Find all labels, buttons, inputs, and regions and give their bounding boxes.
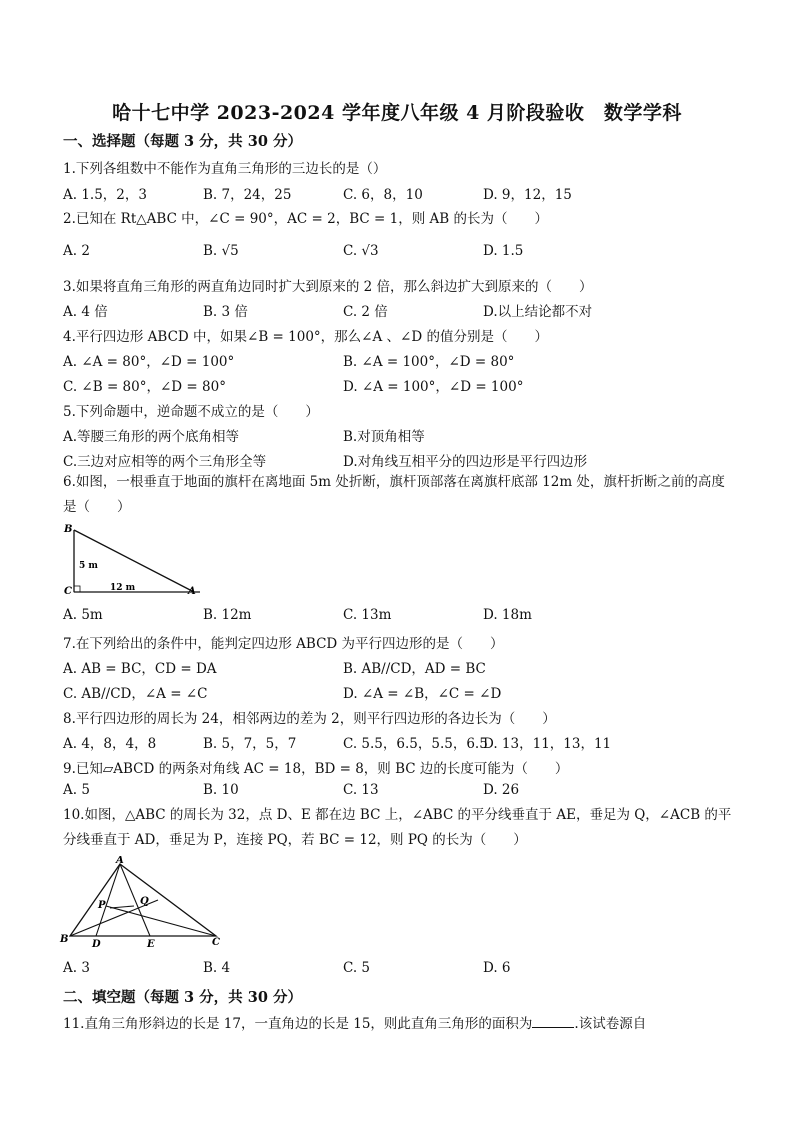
q6-option-c: C. 13m <box>343 607 392 623</box>
q8-option-c: C. 5.5，6.5，5.5，6.5 <box>343 736 488 752</box>
q11-text-before: 11.直角三角形斜边的长是 17，一直角边的长是 15，则此直角三角形的面积为 <box>63 1016 533 1032</box>
q9-option-d: D. 26 <box>483 782 520 798</box>
q5-option-b: B.对顶角相等 <box>343 429 425 445</box>
question-8-stem: 8.平行四边形的周长为 24，相邻两边的差为 2，则平行四边形的各边长为（ ） <box>63 711 556 727</box>
fig6-base-label: 12 m <box>110 583 136 593</box>
q2-option-c: C. √3 <box>343 243 379 259</box>
question-3-stem: 3.如果将直角三角形的两直角边同时扩大到原来的 2 倍，那么斜边扩大到原来的（ ） <box>63 279 593 295</box>
q1-option-c: C. 6，8，10 <box>343 187 423 203</box>
fig10-label-a: A <box>116 856 124 866</box>
section-choice-heading: 一、选择题（每题 3 分，共 30 分） <box>63 133 302 150</box>
fig10-label-d: D <box>92 939 101 950</box>
q10-option-a: A. 3 <box>63 960 90 976</box>
q2-option-a: A. 2 <box>63 243 90 259</box>
q7-option-b: B. AB//CD，AD = BC <box>343 661 486 677</box>
q9-option-a: A. 5 <box>63 782 90 798</box>
q3-option-a: A. 4 倍 <box>63 304 108 320</box>
fig10-label-e: E <box>147 939 155 950</box>
q5-option-a: A.等腰三角形的两个底角相等 <box>63 429 240 445</box>
q9-option-b: B. 10 <box>203 782 239 798</box>
q11-text-after: .该试卷源自 <box>574 1016 647 1032</box>
question-11-stem <box>63 1012 646 1032</box>
fig10-label-c: C <box>212 937 220 948</box>
q9-option-c: C. 13 <box>343 782 379 798</box>
fig6-label-c: C <box>64 586 72 597</box>
q6-option-d: D. 18m <box>483 607 532 623</box>
fig10-label-p: P <box>98 900 106 911</box>
question-4-stem: 4.平行四边形 ABCD 中，如果∠B = 100°，那么∠A 、∠D 的值分别是（ ） <box>63 329 548 345</box>
question-7-stem: 7.在下列给出的条件中，能判定四边形 ABCD 为平行四边形的是（ ） <box>63 636 504 652</box>
question-6-stem: 6.如图，一根垂直于地面的旗杆在离地面 5m 处折断，旗杆顶部落在离旗杆底部 12m 处，旗杆折断之前的高度是（ ） <box>63 474 725 515</box>
q6-option-a: A. 5m <box>63 607 103 623</box>
q8-option-a: A. 4，8，4，8 <box>63 736 157 752</box>
section-fill-heading: 二、填空题（每题 3 分，共 30 分） <box>63 989 302 1006</box>
q7-option-c: C. AB//CD，∠A = ∠C <box>63 686 208 702</box>
q2-option-d: D. 1.5 <box>483 243 524 259</box>
q1-option-d: D. 9，12，15 <box>483 187 572 203</box>
q3-option-d: D.以上结论都不对 <box>483 304 593 320</box>
question-1-stem: 1.下列各组数中不能作为直角三角形的三边长的是（） <box>63 161 387 177</box>
fig6-right-angle-mark <box>74 586 80 592</box>
fig10-segment-pq <box>110 906 134 908</box>
q3-option-c: C. 2 倍 <box>343 304 388 320</box>
q10-option-c: C. 5 <box>343 960 371 976</box>
q4-option-d: D. ∠A = 100°，∠D = 100° <box>343 379 524 395</box>
q6-option-b: B. 12m <box>203 607 252 623</box>
q10-option-d: D. 6 <box>483 960 511 976</box>
q5-option-c: C.三边对应相等的两个三角形全等 <box>63 454 267 470</box>
q2-option-b: B. √5 <box>203 243 239 259</box>
fig10-label-b: B <box>60 934 69 945</box>
fig6-label-a: A <box>188 586 196 597</box>
fig6-height-label: 5 m <box>79 561 98 571</box>
q8-option-d: D. 13，11，13，11 <box>483 736 612 752</box>
figure-10-triangle <box>58 856 228 951</box>
fig10-label-q: Q <box>140 896 149 907</box>
q4-option-c: C. ∠B = 80°，∠D = 80° <box>63 379 226 395</box>
q4-option-a: A. ∠A = 80°，∠D = 100° <box>63 354 235 370</box>
q1-option-b: B. 7，24，25 <box>203 187 292 203</box>
question-5-stem: 5.下列命题中，逆命题不成立的是（ ） <box>63 404 319 420</box>
q4-option-b: B. ∠A = 100°，∠D = 80° <box>343 354 515 370</box>
q3-option-b: B. 3 倍 <box>203 304 248 320</box>
question-9-stem: 9.已知▱ABCD 的两条对角线 AC = 18，BD = 8，则 BC 边的长度可能为（ ） <box>63 761 569 777</box>
q11-answer-blank[interactable] <box>532 1013 574 1028</box>
fig10-bisector-c <box>106 906 216 936</box>
figure-6-flagpole <box>60 522 210 600</box>
q8-option-b: B. 5，7，5，7 <box>203 736 297 752</box>
q7-option-d: D. ∠A = ∠B，∠C = ∠D <box>343 686 502 702</box>
question-10-stem: 10.如图，△ABC 的周长为 32，点 D、E 都在边 BC 上，∠ABC 的平分线垂直于 AE，垂足为 Q，∠ACB 的平分线垂直于 AD，垂足为 P，连接 PQ，若 BC = 12，则 PQ 的长为（ ） <box>63 807 732 848</box>
question-2-stem: 2.已知在 Rt△ABC 中，∠C = 90°，AC = 2，BC = 1，则 AB 的长为（ ） <box>63 211 548 227</box>
q10-option-b: B. 4 <box>203 960 231 976</box>
page-title: 哈十七中学 2023-2024 学年度八年级 4 月阶段验收 数学学科 <box>112 102 682 124</box>
q1-option-a: A. 1.5，2，3 <box>63 187 147 203</box>
fig6-label-b: B <box>64 524 73 535</box>
q5-option-d: D.对角线互相平分的四边形是平行四边形 <box>343 454 588 470</box>
q7-option-a: A. AB = BC，CD = DA <box>63 661 217 677</box>
